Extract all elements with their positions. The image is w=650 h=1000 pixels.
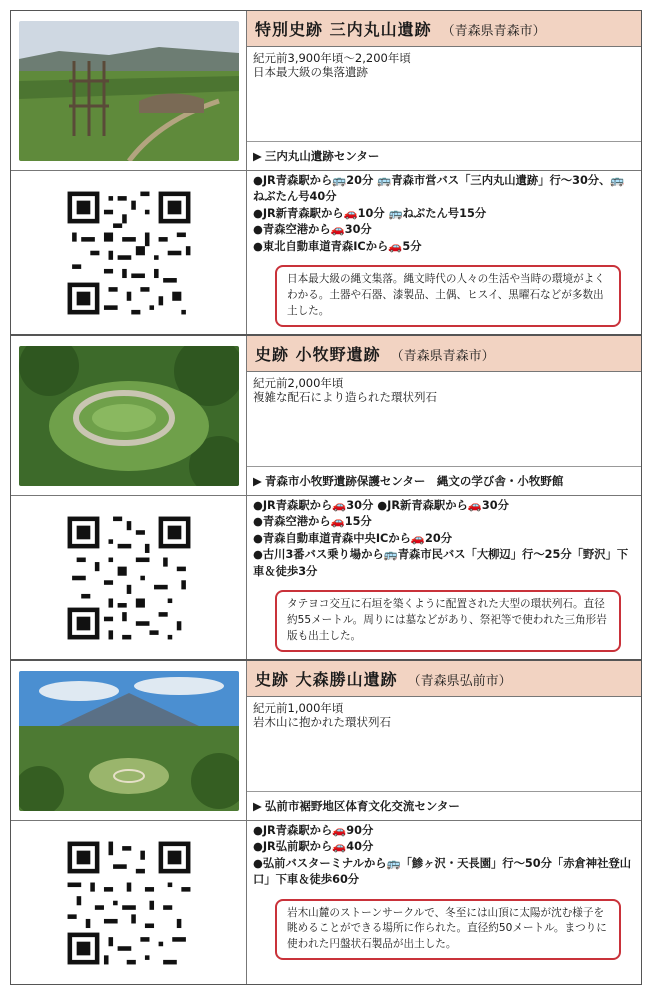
visitor-center-link[interactable] xyxy=(247,791,641,820)
heritage-sheet xyxy=(10,10,642,985)
visitor-center-link[interactable] xyxy=(247,141,641,170)
visitor-center-label: 弘前市裾野地区体育文化交流センター xyxy=(264,799,460,813)
visitor-center-label: 三内丸山遺跡センター xyxy=(264,149,380,163)
site-note: タテヨコ交互に石垣を築くように配置された大型の環状列石。直径約55メートル。周りには墓などがあり、祭祀等で使われた三角形岩版も出土した。 xyxy=(275,590,621,652)
site-note: 岩木山麓のストーンサークルで、冬至には山頂に太陽が沈む様子を眺めることができる場所に作られた。直径約50メートル。まつりに使われた円盤状石製品が出土した。 xyxy=(275,899,621,961)
qr-code-icon[interactable] xyxy=(63,187,195,319)
site-summary: 日本最大級の集落遺跡 xyxy=(253,65,368,80)
site-summary: 岩木山に抱かれた環状列石 xyxy=(253,715,391,730)
site-prefecture: （青森県弘前市） xyxy=(407,674,512,689)
site-note: 日本最大級の縄文集落。縄文時代の人々の生活や当時の環境がよくわかる。土器や石器、漆製品、土偶、ヒスイ、黒曜石などが多数出土した。 xyxy=(275,265,621,327)
site-komakino xyxy=(11,336,641,661)
access-line: ●青森自動車道青森中央ICから🚗20分 xyxy=(253,531,452,545)
site-date: 紀元前3,900年頃～2,200年頃 xyxy=(253,51,411,65)
komakino-photo xyxy=(19,346,239,486)
access-line: ●青森空港から🚗15分 xyxy=(253,515,372,529)
access-line: ●JR新青森駅から🚗10分 🚌ねぶたん号15分 xyxy=(253,206,487,220)
access-line: ●東北自動車道青森ICから🚗5分 xyxy=(253,239,422,253)
sannai-maruyama-photo xyxy=(19,21,239,161)
site-prefecture: （青森県青森市） xyxy=(390,349,495,364)
access-line: ●JR弘前駅から🚗40分 xyxy=(253,840,374,854)
site-title: 史跡 小牧野遺跡 xyxy=(255,345,381,364)
qr-code-icon[interactable] xyxy=(63,512,195,644)
site-omori-katsuyama xyxy=(11,661,641,984)
site-prefecture: （青森県青森市） xyxy=(441,24,546,39)
site-title: 史跡 大森勝山遺跡 xyxy=(255,670,398,689)
site-date: 紀元前2,000年頃 xyxy=(253,376,344,390)
site-summary: 複雑な配石により造られた環状列石 xyxy=(253,390,437,405)
access-line: ●古川3番バス乗り場から🚌青森市民バス「大柳辺」行～25分「野沢」下車＆徒歩3分 xyxy=(253,548,629,578)
access-info xyxy=(247,496,641,582)
site-title: 特別史跡 三内丸山遺跡 xyxy=(255,20,432,39)
access-info xyxy=(247,821,641,891)
site-sannai-maruyama xyxy=(11,11,641,336)
site-date: 紀元前1,000年頃 xyxy=(253,701,344,715)
omori-katsuyama-photo xyxy=(19,671,239,811)
triangle-icon: ▶ xyxy=(253,149,262,163)
access-line: ●JR青森駅から🚗90分 xyxy=(253,824,374,837)
site-description xyxy=(247,47,641,141)
qr-code-icon[interactable] xyxy=(63,837,195,969)
triangle-icon: ▶ xyxy=(253,474,262,488)
visitor-center-label: 青森市小牧野遺跡保護センター 縄文の学び舎・小牧野館 xyxy=(264,474,564,488)
access-line: ●JR青森駅から🚌20分 🚌青森市営バス「三内丸山遺跡」行～30分、🚌ねぶたん号40分 xyxy=(253,174,625,204)
access-line: ●JR青森駅から🚗30分 ●JR新青森駅から🚗30分 xyxy=(253,499,509,512)
access-line: ●弘前バスターミナルから🚌「鯵ヶ沢・天長園」行～50分「赤倉神社登山口」下車＆徒歩60分 xyxy=(253,856,631,887)
access-line: ●青森空港から🚗30分 xyxy=(253,223,372,237)
access-info xyxy=(247,171,641,257)
triangle-icon: ▶ xyxy=(253,799,262,813)
visitor-center-link[interactable] xyxy=(247,466,641,495)
